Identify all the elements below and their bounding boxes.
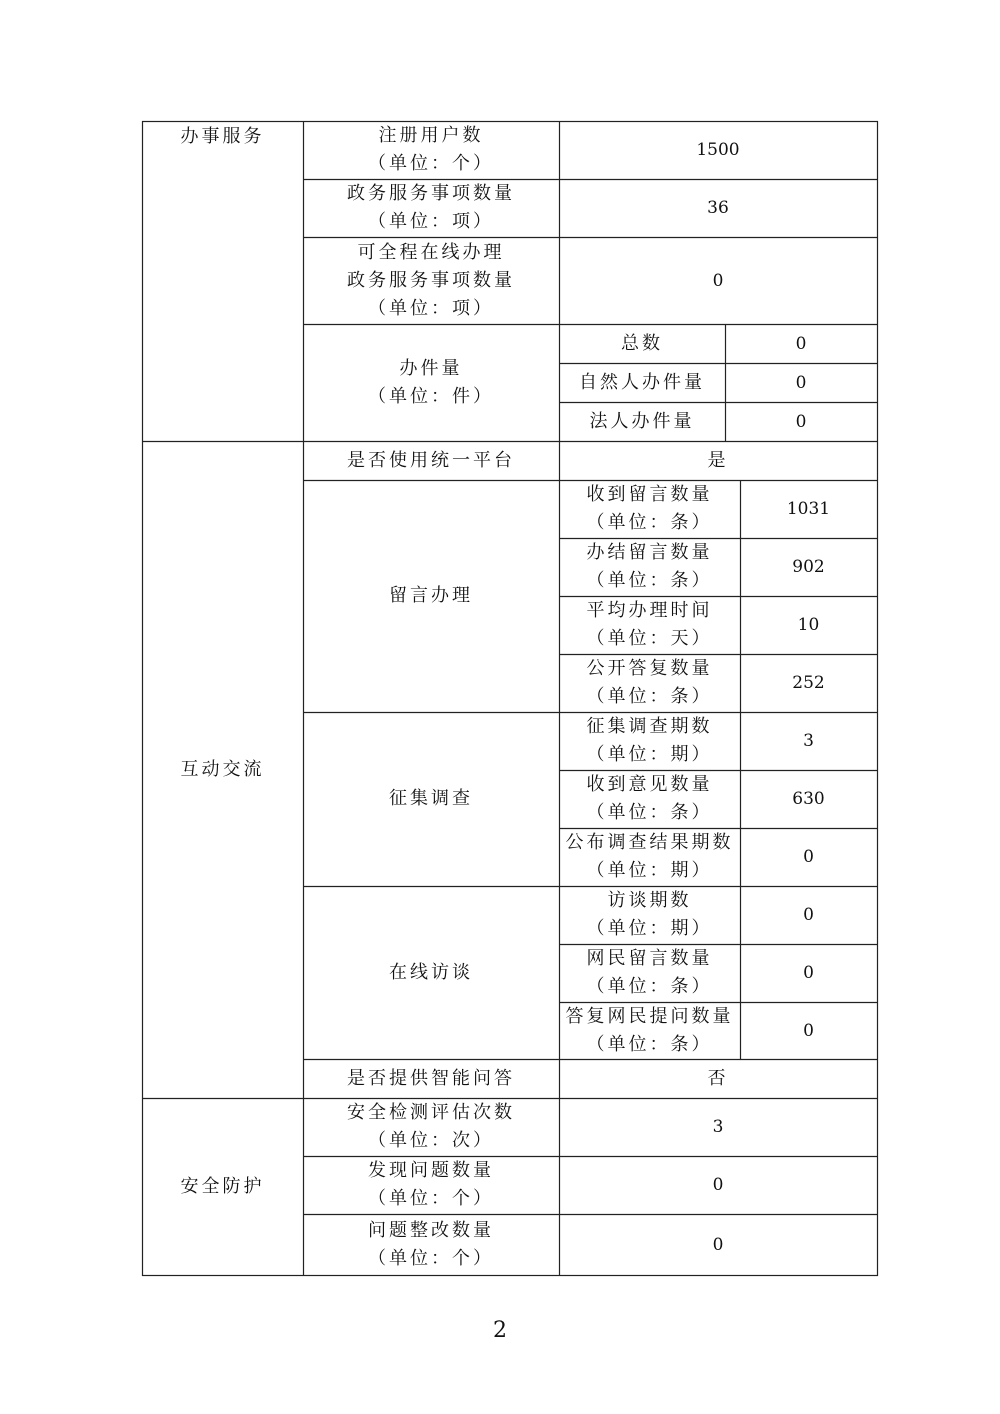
registered-users-value: 1500	[696, 140, 740, 160]
messages-closed-value: 902	[792, 557, 825, 577]
interview-label: 在线访谈	[389, 961, 473, 983]
survey-periods-label: 征集调查期数 （单位：期）	[586, 716, 713, 765]
security-checks-value: 3	[712, 1117, 724, 1137]
interview-periods-label: 访谈期数 （单位：期）	[586, 890, 713, 939]
service-items-label: 政务服务事项数量 （单位：项）	[347, 183, 515, 232]
survey-opinions-label: 收到意见数量 （单位：条）	[586, 774, 713, 823]
security-issues-fixed-value: 0	[712, 1234, 724, 1255]
section-title-interaction: 互动交流	[180, 758, 265, 780]
cases-natural-value: 0	[795, 372, 807, 393]
cases-total-value: 0	[795, 333, 807, 354]
section-title-security: 安全防护	[180, 1175, 265, 1197]
section-title-service: 办事服务	[180, 126, 265, 147]
messages-closed-label: 办结留言数量 （单位：条）	[586, 542, 713, 591]
security-issues-found-label: 发现问题数量 （单位：个）	[368, 1160, 494, 1209]
interview-periods-value: 0	[803, 905, 814, 925]
online-items-label: 可全程在线办理 政务服务事项数量 （单位：项）	[347, 241, 515, 319]
page-number: 2	[493, 1318, 507, 1343]
messages-label: 留言办理	[389, 585, 473, 606]
cases-legal-value: 0	[795, 411, 807, 432]
registered-users-label: 注册用户数 （单位：个）	[368, 125, 494, 174]
security-issues-fixed-label: 问题整改数量 （单位：个）	[368, 1219, 494, 1269]
cases-legal-label: 法人办件量	[589, 410, 695, 432]
unified-platform-value: 是	[707, 449, 729, 471]
cases-natural-label: 自然人办件量	[579, 371, 705, 393]
smart-qa-label: 是否提供智能问答	[347, 1067, 515, 1089]
smart-qa-value: 否	[707, 1067, 729, 1089]
online-items-value: 0	[712, 270, 724, 291]
survey-label: 征集调查	[389, 788, 473, 809]
survey-results-value: 0	[803, 847, 814, 867]
cases-label: 办件量 （单位：件）	[368, 357, 494, 407]
interview-netizen-messages-value: 0	[803, 963, 814, 983]
service-items-value: 36	[707, 198, 729, 218]
messages-avg-time-label: 平均办理时间 （单位：天）	[586, 600, 713, 649]
unified-platform-label: 是否使用统一平台	[347, 449, 515, 471]
interview-replies-label: 答复网民提问数量 （单位：条）	[565, 1005, 734, 1055]
security-issues-found-value: 0	[712, 1175, 724, 1195]
messages-received-label: 收到留言数量 （单位：条）	[586, 484, 713, 533]
interview-replies-value: 0	[803, 1020, 814, 1041]
messages-avg-time-value: 10	[797, 615, 820, 635]
cases-total-label: 总数	[621, 332, 663, 354]
messages-received-value: 1031	[786, 499, 831, 519]
messages-public-reply-value: 252	[792, 673, 825, 693]
survey-results-label: 公布调查结果期数 （单位：期）	[565, 832, 734, 881]
security-checks-label: 安全检测评估次数 （单位：次）	[347, 1102, 515, 1151]
survey-periods-value: 3	[803, 731, 814, 751]
survey-opinions-value: 630	[792, 789, 825, 809]
messages-public-reply-label: 公开答复数量 （单位：条）	[586, 658, 713, 707]
interview-netizen-messages-label: 网民留言数量 （单位：条）	[586, 948, 713, 997]
